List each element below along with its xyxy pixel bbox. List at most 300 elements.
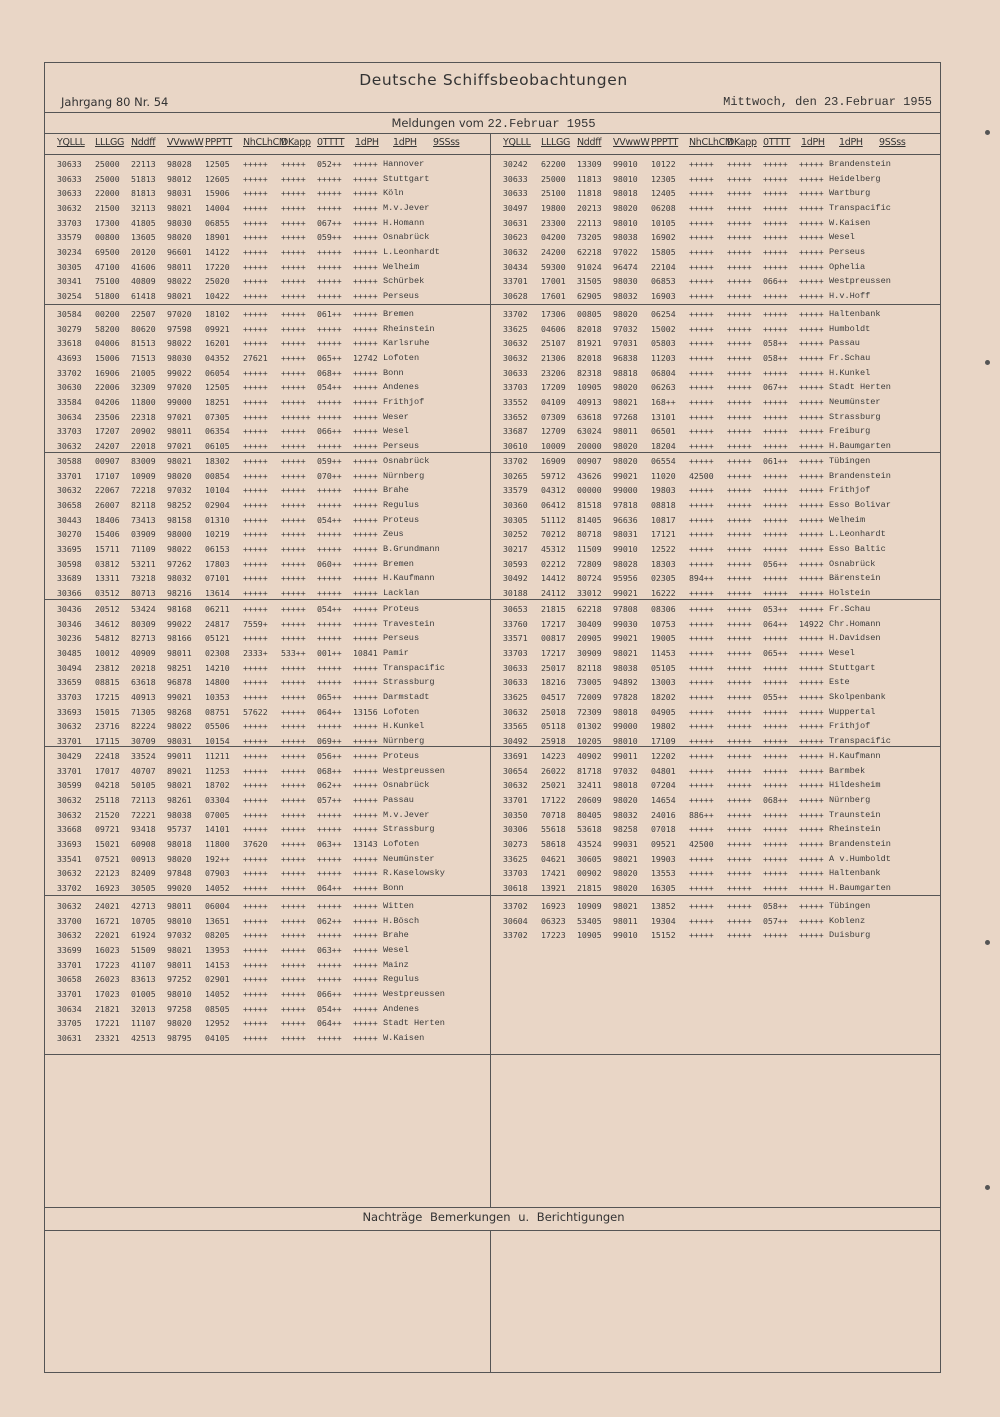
report-cell: 065++: [317, 352, 342, 363]
report-cell: 06153: [205, 543, 230, 554]
block-divider: [45, 599, 940, 600]
report-cell: +++++: [799, 809, 824, 820]
report-cell: +++++: [799, 188, 824, 199]
ship-name: Wesel: [383, 944, 409, 955]
report-cell: 33691: [503, 751, 528, 761]
report-cell: 10122: [651, 159, 676, 169]
report-cell: 068++: [317, 765, 342, 776]
report-cell: 33702: [57, 367, 82, 378]
report-cell: 33703: [503, 382, 528, 393]
report-cell: +++++: [281, 662, 306, 673]
ship-name: Proteus: [383, 604, 420, 614]
report-cell: 10012: [95, 647, 120, 658]
report-cell: 30633: [503, 662, 528, 673]
ship-name: Rheinstein: [383, 323, 435, 334]
report-cell: 98020: [613, 868, 638, 879]
report-cell: +++++: [281, 974, 306, 985]
report-cell: 33625: [503, 323, 528, 334]
report-cell: 98158: [167, 514, 192, 525]
report-cell: 18102: [205, 309, 230, 319]
report-cell: +++++: [763, 573, 788, 584]
report-cell: 08205: [205, 930, 230, 941]
report-cell: +++++: [689, 604, 714, 614]
report-cell: +++++: [689, 456, 714, 466]
report-cell: +++++: [763, 543, 788, 554]
report-cell: +++++: [727, 411, 752, 422]
report-cell: +++++: [727, 338, 752, 349]
report-cell: 25000: [541, 173, 566, 184]
report-cell: 33701: [57, 988, 82, 999]
ship-name: Perseus: [829, 246, 866, 257]
report-cell: 99010: [613, 159, 638, 169]
report-cell: 33552: [503, 396, 528, 407]
report-cell: 13921: [541, 882, 566, 893]
ship-name: Passau: [829, 338, 860, 349]
report-cell: 30618: [503, 882, 528, 893]
report-cell: +++++: [799, 647, 824, 658]
report-cell: +++++: [799, 751, 824, 761]
report-cell: 98818: [613, 367, 638, 378]
report-cell: +++++: [281, 1018, 306, 1029]
report-cell: 99021: [167, 691, 192, 702]
report-cell: 98011: [167, 959, 192, 970]
report-cell: 98031: [167, 735, 192, 746]
ship-name: H.v.Hoff: [829, 290, 871, 301]
report-cell: 065++: [317, 691, 342, 702]
report-cell: +++++: [353, 367, 378, 378]
report-cell: +++++: [243, 794, 268, 805]
report-cell: 98032: [613, 809, 638, 820]
report-cell: +++++: [281, 677, 306, 688]
ship-name: Perseus: [383, 440, 420, 451]
report-cell: 07204: [651, 780, 676, 791]
report-cell: 97808: [613, 604, 638, 614]
report-cell: +++++: [281, 706, 306, 717]
report-cell: 62218: [577, 604, 602, 614]
report-cell: 98020: [167, 853, 192, 864]
report-cell: 98011: [167, 647, 192, 658]
report-cell: 70718: [541, 809, 566, 820]
report-cell: +++++: [317, 173, 342, 184]
ship-name: A v.Humboldt: [829, 853, 891, 864]
report-cell: 98038: [613, 662, 638, 673]
report-cell: 80405: [577, 809, 602, 820]
report-cell: 37620: [243, 838, 268, 849]
ship-name: Weser: [383, 411, 409, 422]
report-cell: 30632: [57, 868, 82, 879]
report-cell: 98011: [613, 426, 638, 437]
report-cell: +++++: [799, 338, 824, 349]
report-cell: 30628: [503, 290, 528, 301]
report-cell: 98010: [613, 217, 638, 228]
column-header: YQLLL: [503, 137, 531, 148]
ship-name: Westpreussen: [829, 276, 891, 287]
report-cell: +++++: [281, 426, 306, 437]
report-cell: 33702: [503, 309, 528, 319]
ship-name: Koblenz: [829, 915, 866, 926]
report-cell: +++++: [727, 396, 752, 407]
report-cell: +++++: [281, 959, 306, 970]
report-cell: +++++: [799, 824, 824, 835]
report-cell: 97021: [167, 411, 192, 422]
report-cell: 30658: [57, 499, 82, 510]
report-cell: 15006: [95, 352, 120, 363]
report-cell: 05105: [651, 662, 676, 673]
ship-name: Proteus: [383, 514, 420, 525]
report-cell: 14122: [205, 246, 230, 257]
report-cell: +++++: [799, 499, 824, 510]
report-cell: +++++: [353, 721, 378, 732]
report-cell: 98011: [167, 261, 192, 272]
report-cell: 98022: [167, 276, 192, 287]
ship-name: Stuttgart: [383, 173, 430, 184]
report-cell: 33652: [503, 411, 528, 422]
column-header: 1dPH: [801, 137, 825, 148]
report-cell: 063++: [317, 838, 342, 849]
report-cell: 066++: [317, 988, 342, 999]
report-cell: 20609: [577, 794, 602, 805]
report-cell: +++++: [243, 780, 268, 791]
report-cell: +++++: [763, 838, 788, 849]
report-cell: +++++: [799, 915, 824, 926]
report-cell: 24207: [95, 440, 120, 451]
report-cell: 16909: [541, 456, 566, 466]
report-cell: 97818: [613, 499, 638, 510]
report-cell: 72309: [577, 706, 602, 717]
report-cell: 42713: [131, 901, 156, 911]
report-cell: +++++: [353, 485, 378, 496]
report-cell: 056++: [317, 751, 342, 761]
report-cell: +++++: [763, 470, 788, 481]
report-cell: +++++: [281, 604, 306, 614]
report-cell: 33703: [57, 217, 82, 228]
report-cell: 17109: [651, 735, 676, 746]
report-cell: 00854: [205, 470, 230, 481]
report-cell: 15015: [95, 706, 120, 717]
ship-name: Stuttgart: [829, 662, 876, 673]
report-cell: 30346: [57, 618, 82, 629]
report-cell: +++++: [763, 529, 788, 540]
report-cell: 98021: [167, 780, 192, 791]
report-cell: 001++: [317, 647, 342, 658]
report-cell: 03812: [95, 558, 120, 569]
block-divider: [45, 452, 940, 453]
report-cell: 30599: [57, 780, 82, 791]
report-cell: 83009: [131, 456, 156, 466]
report-cell: +++++: [317, 633, 342, 644]
report-cell: +++++: [689, 930, 714, 941]
report-cell: +++++: [799, 930, 824, 941]
report-cell: +++++: [353, 456, 378, 466]
report-cell: 30632: [503, 352, 528, 363]
report-cell: 30429: [57, 751, 82, 761]
report-cell: 63618: [131, 677, 156, 688]
report-cell: 21005: [131, 367, 156, 378]
report-cell: 98030: [167, 352, 192, 363]
report-cell: 72113: [131, 794, 156, 805]
report-cell: +++++: [727, 188, 752, 199]
report-cell: 30610: [503, 440, 528, 451]
report-cell: 30654: [503, 765, 528, 776]
report-cell: +++++: [243, 382, 268, 393]
report-cell: +++++: [281, 529, 306, 540]
report-cell: +++++: [281, 691, 306, 702]
report-cell: +++++: [281, 794, 306, 805]
issue-date: Mittwoch, den 23.Februar 1955: [723, 95, 932, 109]
report-cell: +++++: [727, 382, 752, 393]
report-cell: 054++: [317, 1003, 342, 1014]
report-cell: 80309: [131, 618, 156, 629]
report-cell: 14654: [651, 794, 676, 805]
report-cell: +++++: [243, 188, 268, 199]
report-cell: 02904: [205, 499, 230, 510]
column-header: PPPTT: [205, 137, 233, 148]
report-cell: 24112: [541, 587, 566, 598]
report-cell: +++++: [689, 901, 714, 911]
report-cell: 30434: [503, 261, 528, 272]
report-cell: 30234: [57, 246, 82, 257]
report-cell: 25000: [95, 159, 120, 169]
report-cell: 068++: [317, 367, 342, 378]
report-cell: 25118: [95, 794, 120, 805]
report-cell: +++++: [281, 853, 306, 864]
report-cell: +++++: [353, 901, 378, 911]
report-cell: +++++: [353, 809, 378, 820]
report-cell: 17121: [651, 529, 676, 540]
report-cell: 33701: [57, 765, 82, 776]
report-cell: 16305: [651, 882, 676, 893]
report-cell: +++++: [243, 915, 268, 926]
report-cell: 22113: [577, 217, 602, 228]
report-cell: +++++: [763, 367, 788, 378]
report-cell: 30350: [503, 809, 528, 820]
report-cell: 20902: [131, 426, 156, 437]
report-cell: +++++: [281, 440, 306, 451]
report-cell: 17209: [541, 382, 566, 393]
report-cell: 33524: [131, 751, 156, 761]
ship-name: M.v.Jever: [383, 809, 430, 820]
report-cell: 25918: [541, 735, 566, 746]
report-cell: +++++: [353, 411, 378, 422]
report-cell: 14101: [205, 824, 230, 835]
report-cell: 054++: [317, 382, 342, 393]
report-cell: 20213: [577, 202, 602, 213]
report-cell: +++++: [281, 217, 306, 228]
report-cell: 14800: [205, 677, 230, 688]
report-cell: 00913: [131, 853, 156, 864]
report-cell: +++++: [281, 751, 306, 761]
report-cell: +++++: [689, 868, 714, 879]
report-cell: 97598: [167, 323, 192, 334]
report-cell: 99022: [167, 367, 192, 378]
report-cell: 13605: [131, 232, 156, 243]
report-cell: +++++: [689, 382, 714, 393]
report-cell: +++++: [727, 706, 752, 717]
report-cell: 98020: [167, 470, 192, 481]
report-cell: +++++: [763, 677, 788, 688]
report-cell: 32113: [131, 202, 156, 213]
report-cell: 33565: [503, 721, 528, 732]
report-cell: 30653: [503, 604, 528, 614]
divider: [45, 1207, 940, 1208]
ship-name: Nürnberg: [383, 470, 425, 481]
report-cell: 16902: [651, 232, 676, 243]
report-cell: 068++: [763, 794, 788, 805]
report-cell: 19802: [651, 721, 676, 732]
report-cell: +++++: [763, 706, 788, 717]
report-cell: +++++: [763, 662, 788, 673]
report-cell: +++++: [727, 633, 752, 644]
report-cell: +++++: [727, 202, 752, 213]
report-cell: 22113: [131, 159, 156, 169]
report-cell: 14004: [205, 202, 230, 213]
report-cell: 22418: [95, 751, 120, 761]
report-cell: +++++: [799, 382, 824, 393]
ship-name: Esso Bolivar: [829, 499, 891, 510]
report-cell: 11509: [577, 543, 602, 554]
report-cell: 30633: [57, 188, 82, 199]
report-cell: +++++: [317, 677, 342, 688]
report-cell: 24021: [95, 901, 120, 911]
report-cell: +++++: [281, 930, 306, 941]
report-cell: 16906: [95, 367, 120, 378]
report-cell: 08818: [651, 499, 676, 510]
column-header: VVwwW: [613, 137, 650, 148]
report-cell: 14922: [799, 618, 824, 629]
report-cell: 71109: [131, 543, 156, 554]
report-cell: 93418: [131, 824, 156, 835]
report-cell: 22000: [95, 188, 120, 199]
report-cell: +++++: [689, 691, 714, 702]
report-cell: +++++: [353, 232, 378, 243]
report-cell: 30254: [57, 290, 82, 301]
report-cell: 30492: [503, 573, 528, 584]
report-cell: 17017: [95, 765, 120, 776]
report-cell: +++++: [727, 232, 752, 243]
report-cell: 054++: [317, 514, 342, 525]
report-cell: +++++: [799, 691, 824, 702]
report-cell: +++++: [727, 159, 752, 169]
report-cell: +++++: [727, 426, 752, 437]
report-cell: 22067: [95, 485, 120, 496]
report-cell: 82224: [131, 721, 156, 732]
report-cell: 30633: [503, 173, 528, 184]
report-cell: 05121: [205, 633, 230, 644]
report-cell: +++++: [281, 514, 306, 525]
report-cell: +++++: [243, 323, 268, 334]
report-cell: 60908: [131, 838, 156, 849]
report-cell: +++++: [317, 930, 342, 941]
report-cell: +++++: [281, 323, 306, 334]
ship-name: Westpreussen: [383, 765, 445, 776]
report-cell: 30252: [503, 529, 528, 540]
report-cell: 04606: [541, 323, 566, 334]
report-cell: 16903: [651, 290, 676, 301]
report-cell: 12742: [353, 352, 378, 363]
report-cell: 070++: [317, 470, 342, 481]
report-cell: 07305: [205, 411, 230, 422]
report-cell: +++++: [799, 352, 824, 363]
report-cell: 30632: [503, 780, 528, 791]
report-cell: 13651: [205, 915, 230, 926]
divider: [45, 154, 940, 155]
report-cell: 10909: [131, 470, 156, 481]
report-cell: 15002: [651, 323, 676, 334]
report-cell: 20512: [95, 604, 120, 614]
report-cell: +++++: [281, 573, 306, 584]
reports-heading-date: 22.Februar 1955: [487, 117, 596, 131]
report-cell: 057++: [763, 915, 788, 926]
ship-name: Witten: [383, 901, 414, 911]
report-cell: +++++: [243, 974, 268, 985]
report-cell: 10009: [541, 440, 566, 451]
report-cell: +++++: [727, 794, 752, 805]
report-cell: +++++: [317, 411, 342, 422]
report-cell: 40809: [131, 276, 156, 287]
report-cell: 14210: [205, 662, 230, 673]
report-cell: 13311: [95, 573, 120, 584]
report-cell: +++++: [281, 232, 306, 243]
report-cell: 17215: [95, 691, 120, 702]
report-cell: +++++: [281, 882, 306, 893]
report-cell: 81921: [577, 338, 602, 349]
column-divider: [490, 133, 491, 1207]
report-cell: 15152: [651, 930, 676, 941]
column-header: 9SSss: [433, 137, 460, 148]
report-cell: 03909: [131, 529, 156, 540]
report-cell: 061++: [317, 309, 342, 319]
report-cell: +++++: [317, 974, 342, 985]
ship-name: Stadt Herten: [829, 382, 891, 393]
report-cell: 17001: [541, 276, 566, 287]
report-cell: +++++: [727, 367, 752, 378]
report-cell: +++++: [353, 882, 378, 893]
divider: [45, 112, 940, 113]
report-cell: +++++: [727, 529, 752, 540]
report-cell: 30632: [57, 202, 82, 213]
report-cell: +++++: [763, 765, 788, 776]
report-cell: +++++: [243, 290, 268, 301]
report-cell: 24817: [205, 618, 230, 629]
ship-name: Humboldt: [829, 323, 871, 334]
report-cell: 32309: [131, 382, 156, 393]
report-cell: +++++: [799, 261, 824, 272]
report-cell: 98038: [167, 809, 192, 820]
report-cell: 73218: [131, 573, 156, 584]
report-cell: +++++: [353, 261, 378, 272]
report-cell: 11253: [205, 765, 230, 776]
report-cell: +++++: [689, 173, 714, 184]
report-cell: +++++: [689, 662, 714, 673]
report-cell: 04218: [95, 780, 120, 791]
report-cell: 99010: [613, 543, 638, 554]
report-cell: 33693: [57, 706, 82, 717]
report-cell: 14052: [205, 988, 230, 999]
report-cell: 066++: [317, 426, 342, 437]
report-cell: 058++: [763, 901, 788, 911]
ship-name: Regulus: [383, 974, 420, 985]
report-cell: +++++: [799, 173, 824, 184]
report-cell: 06211: [205, 604, 230, 614]
ship-name: Transpacific: [829, 202, 891, 213]
report-cell: 06054: [205, 367, 230, 378]
report-cell: +++++: [353, 915, 378, 926]
report-cell: +++++: [243, 853, 268, 864]
report-cell: 43693: [57, 352, 82, 363]
report-cell: 30709: [131, 735, 156, 746]
report-cell: 98010: [613, 173, 638, 184]
report-cell: +++++: [727, 573, 752, 584]
